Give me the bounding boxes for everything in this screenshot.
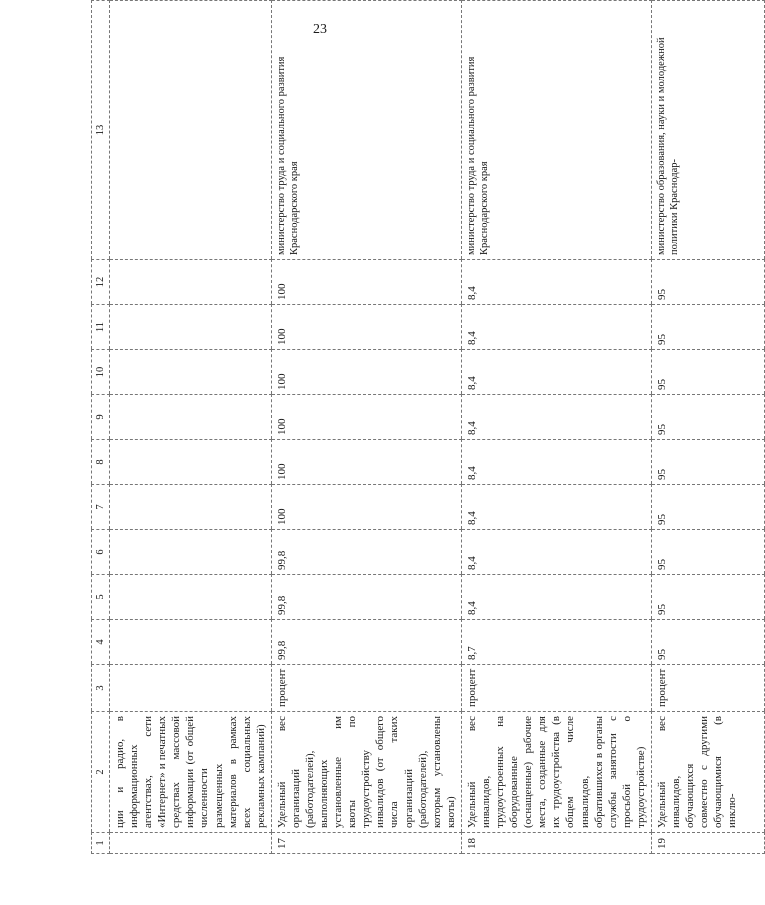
value-cell: 100	[271, 395, 461, 440]
column-number-row	[92, 1, 110, 854]
unit	[110, 665, 272, 712]
value-cell: 8,4	[461, 485, 651, 530]
table-row	[110, 1, 272, 854]
value-cell: 8,4	[461, 305, 651, 350]
unit: процент	[651, 665, 764, 712]
page-number: 23	[313, 22, 327, 37]
value-cell: 100	[271, 305, 461, 350]
value-cell: 95	[651, 575, 764, 620]
table-row	[651, 1, 764, 854]
value-cell: 95	[651, 620, 764, 665]
value-cell	[110, 260, 272, 305]
value-cell	[110, 305, 272, 350]
indicator-text: Удельный вес инвалидов, обучающихся совместно с другими обучающимися (в инклю-	[651, 712, 764, 833]
column-number: 12	[92, 260, 110, 305]
row-number: 19	[651, 833, 764, 854]
indicator-text: Удельный вес инвалидов, трудоустроенных на оборудованные (оснащенные) рабочие места, созданные для их трудоустройства (в общем числе инвалидов, обратившихся в органы службы занятости с просьбой о трудоустройстве)	[461, 712, 651, 833]
unit: процент	[271, 665, 461, 712]
table-row	[461, 1, 651, 854]
responsible: министерство труда и социального развития Краснодарского края	[271, 1, 461, 260]
column-number: 6	[92, 530, 110, 575]
indicator-table	[91, 0, 765, 854]
value-cell: 95	[651, 440, 764, 485]
value-cell: 95	[651, 305, 764, 350]
value-cell: 8,4	[461, 350, 651, 395]
value-cell	[110, 575, 272, 620]
column-number: 11	[92, 305, 110, 350]
responsible: министерство образования, науки и молодежной политики Краснодар-	[651, 1, 764, 260]
value-cell	[110, 440, 272, 485]
column-number: 5	[92, 575, 110, 620]
column-number: 3	[92, 665, 110, 712]
table-row	[271, 1, 461, 854]
value-cell	[110, 395, 272, 440]
value-cell: 100	[271, 260, 461, 305]
column-number: 1	[92, 833, 110, 854]
indicator-text: Удельный вес организаций (работодателей), выполняющих установленные им квоты по трудоустройству инвалидов (от общего числа таких организаций (работодателей), которым установлены квоты)	[271, 712, 461, 833]
row-number: 18	[461, 833, 651, 854]
value-cell	[110, 530, 272, 575]
value-cell: 8,4	[461, 575, 651, 620]
value-cell: 99,8	[271, 575, 461, 620]
unit: процент	[461, 665, 651, 712]
column-number: 9	[92, 395, 110, 440]
indicator-text: ции и радио, в информационных агентствах, сети «Интернет» и печатных средствах массовой информации (от общей численности размещенных материалов в рамках всех социальных рекламных кампаний)	[110, 712, 272, 833]
column-number: 4	[92, 620, 110, 665]
value-cell: 95	[651, 485, 764, 530]
value-cell: 8,4	[461, 530, 651, 575]
column-number: 10	[92, 350, 110, 395]
value-cell: 8,4	[461, 440, 651, 485]
value-cell: 100	[271, 440, 461, 485]
responsible: министерство труда и социального развития Краснодарского края	[461, 1, 651, 260]
value-cell: 95	[651, 350, 764, 395]
value-cell: 99,8	[271, 620, 461, 665]
column-number: 7	[92, 485, 110, 530]
value-cell: 8,7	[461, 620, 651, 665]
rotated-table-container	[91, 37, 739, 854]
column-number: 2	[92, 712, 110, 833]
value-cell: 8,4	[461, 260, 651, 305]
responsible	[110, 1, 272, 260]
value-cell: 95	[651, 395, 764, 440]
value-cell: 95	[651, 530, 764, 575]
row-number	[110, 833, 272, 854]
value-cell: 95	[651, 260, 764, 305]
value-cell: 99,8	[271, 530, 461, 575]
value-cell: 8,4	[461, 395, 651, 440]
value-cell	[110, 485, 272, 530]
column-number: 13	[92, 1, 110, 260]
row-number: 17	[271, 833, 461, 854]
value-cell: 100	[271, 350, 461, 395]
value-cell	[110, 350, 272, 395]
value-cell	[110, 620, 272, 665]
value-cell: 100	[271, 485, 461, 530]
column-number: 8	[92, 440, 110, 485]
